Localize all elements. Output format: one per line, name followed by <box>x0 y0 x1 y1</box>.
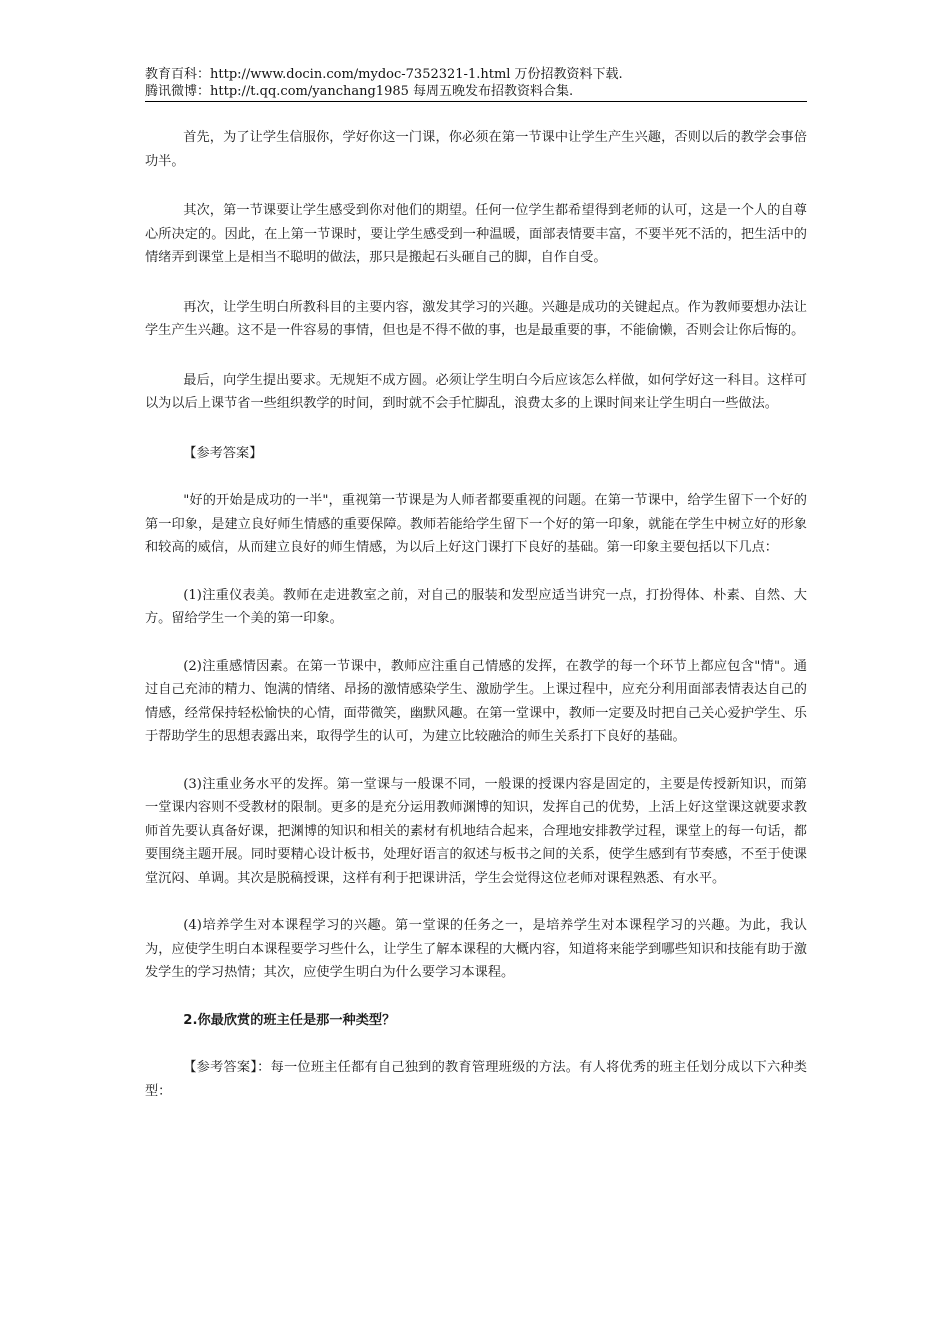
paragraph-point-1: (1)注重仪表美。教师在走进教室之前，对自己的服装和发型应适当讲究一点，打扮得体、朴素、自然、大方。留给学生一个美的第一印象。 <box>145 587 807 626</box>
paragraph-point-3: (3)注重业务水平的发挥。第一堂课与一般课不同，一般课的授课内容是固定的，主要是传授新知识，而第一堂课内容则不受教材的限制。更多的是充分运用教师渊博的知识，发挥自己的优势，上活上好这堂课这就要求教师首先要认真备好课，把渊博的知识和相关的素材有机地结合起来，合理地安排教学过程，课堂上的每一句话，都要围绕主题开展。同时要精心设计板书，处理好语言的叙述与板书之间的关系，使学生感到有节奏感，不至于使课堂沉闷、单调。其次是脱稿授课，这样有利于把课讲活，学生会觉得这位老师对课程熟悉、有水平。 <box>145 776 807 886</box>
paragraph-point-4: (4)培养学生对本课程学习的兴趣。第一堂课的任务之一，是培养学生对本课程学习的兴趣。为此，我认为，应使学生明白本课程要学习些什么，让学生了解本课程的大概内容，知道将来能学到哪些知识和技能有助于激发学生的学习热情；其次，应使学生明白为什么要学习本课程。 <box>145 918 807 980</box>
page-header <box>145 66 807 100</box>
reference-answer-label: 【参考答案】 <box>183 445 263 461</box>
paragraph-question-2-answer: 【参考答案】：每一位班主任都有自己独到的教育管理班级的方法。有人将优秀的班主任划分成以下六种类型： <box>145 1060 807 1099</box>
paragraph-second: 其次，第一节课要让学生感受到你对他们的期望。任何一位学生都希望得到老师的认可，这是一个人的自尊心所决定的。因此，在上第一节课时，要让学生感受到一种温暖，面部表情要丰富，不要半死不活的，把生活中的情绪弄到课堂上是相当不聪明的做法，那只是搬起石头砸自己的脚，自作自受。 <box>145 203 807 265</box>
paragraph-answer-intro: "好的开始是成功的一半"，重视第一节课是为人师者都要重视的问题。在第一节课中，给学生留下一个好的第一印象，是建立良好师生情感的重要保障。教师若能给学生留下一个好的第一印象，就能在学生中树立好的形象和较高的威信，从而建立良好的师生情感，为以后上好这门课打下良好的基础。第一印象主要包括以下几点： <box>145 493 807 555</box>
question-2-heading: 2.你最欣赏的班主任是那一种类型？ <box>183 1012 396 1028</box>
header-divider <box>145 101 807 102</box>
paragraph-third: 再次，让学生明白所教科目的主要内容，激发其学习的兴趣。兴趣是成功的关键起点。作为教师要想办法让学生产生兴趣。这不是一件容易的事情，但也是不得不做的事，也是最重要的事，不能偷懒，否则会让你后悔的。 <box>145 299 807 338</box>
paragraph-first: 首先，为了让学生信服你，学好你这一门课，你必须在第一节课中让学生产生兴趣，否则以后的教学会事倍功半。 <box>145 130 807 169</box>
paragraph-point-2: (2)注重感情因素。在第一节课中，教师应注重自己情感的发挥，在教学的每一个环节上都应包含"情"。通过自己充沛的精力、饱满的情绪、昂扬的激情感染学生、激励学生。上课过程中，应充分利用面部表情表达自己的情感，经常保持轻松愉快的心情，面带微笑，幽默风趣。在第一堂课中，教师一定要及时把自己关心爱护学生、乐于帮助学生的思想表露出来，取得学生的认可，为建立比较融洽的师生关系打下良好的基础。 <box>145 658 807 744</box>
document-body <box>145 126 807 1129</box>
header-line-docin: 教育百科：http://www.docin.com/mydoc-7352321-1.html 万份招教资料下载. <box>145 67 623 82</box>
header-line-weibo: 腾讯微博：http://t.qq.com/yanchang1985 每周五晚发布招教资料合集. <box>145 84 574 99</box>
paragraph-fourth: 最后，向学生提出要求。无规矩不成方圆。必须让学生明白今后应该怎么样做，如何学好这一科目。这样可以为以后上课节省一些组织教学的时间，到时就不会手忙脚乱，浪费太多的上课时间来让学生明白一些做法。 <box>145 372 807 411</box>
